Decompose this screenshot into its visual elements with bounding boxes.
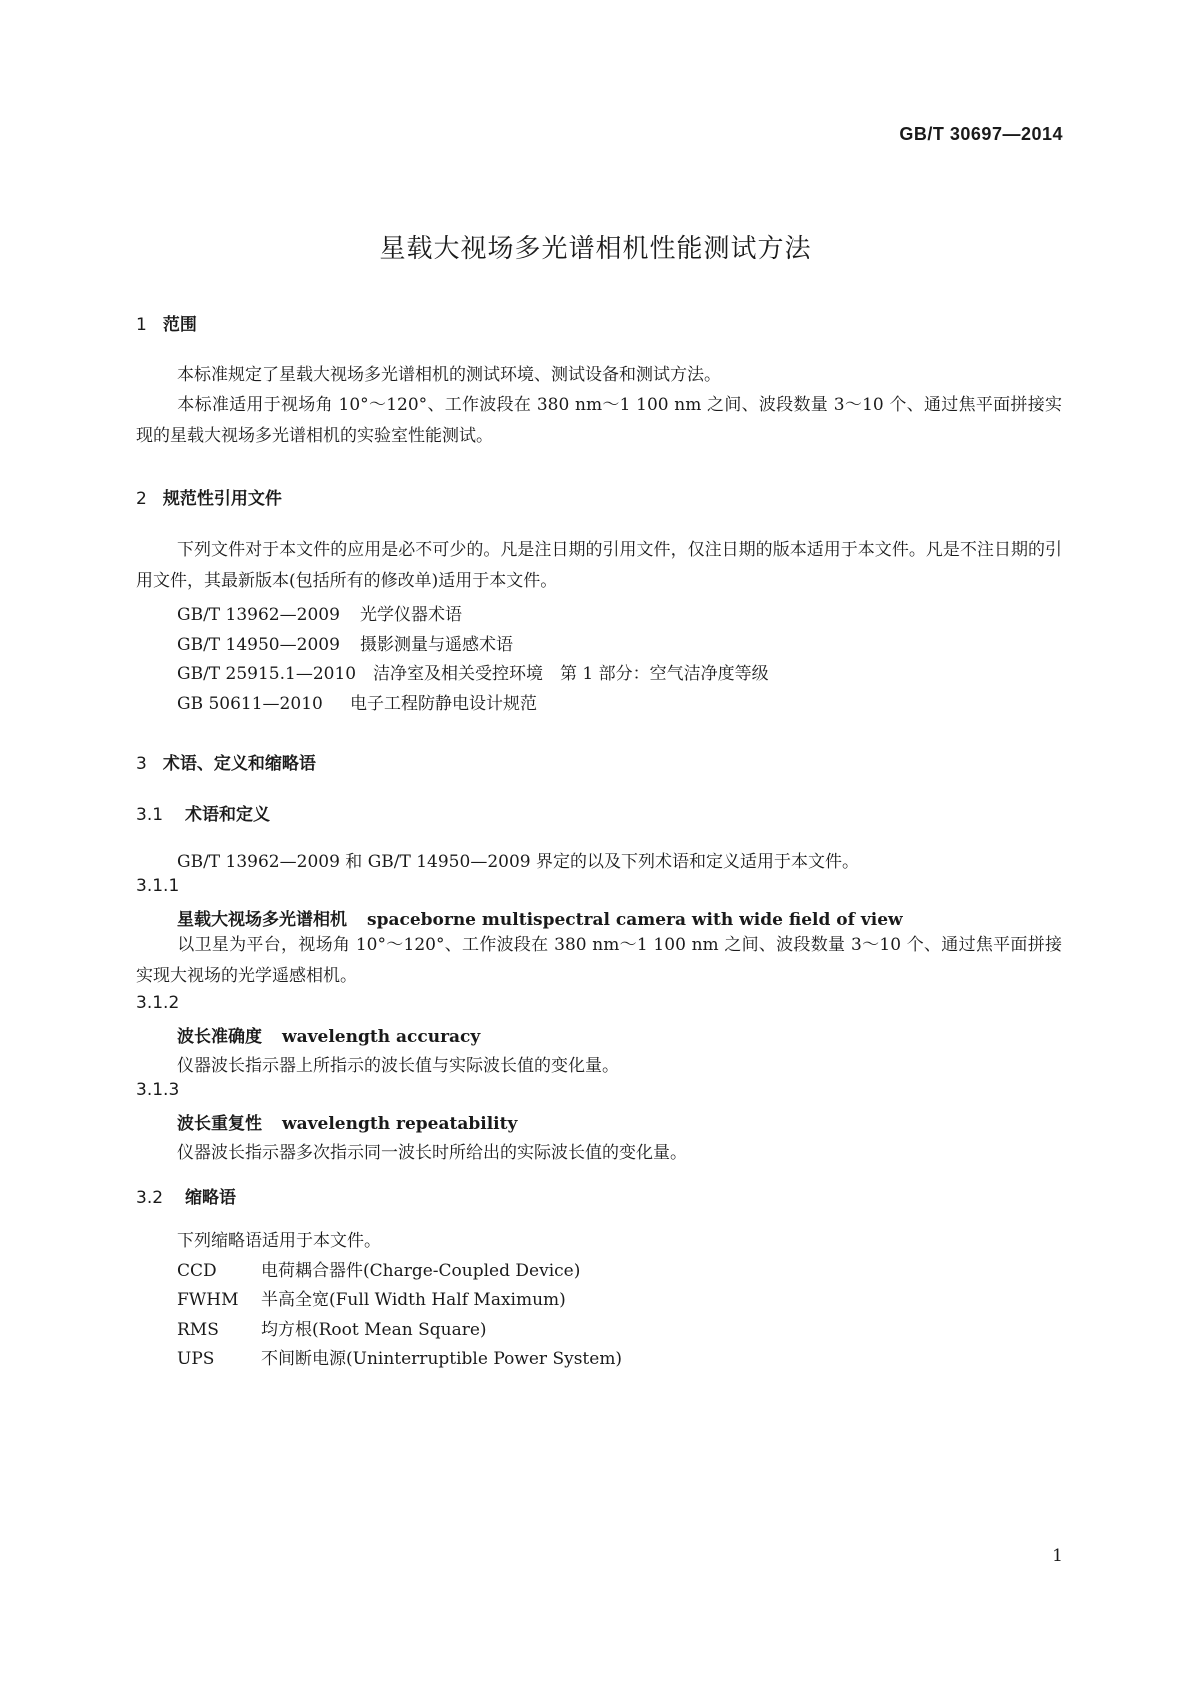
reference-title: 洁净室及相关受控环境 第 1 部分：空气洁净度等级 xyxy=(373,664,769,684)
section-title: 缩略语 xyxy=(185,1188,237,1208)
abbreviation-item xyxy=(177,1285,566,1310)
reference-title: 光学仪器术语 xyxy=(360,605,462,625)
page-number: 1 xyxy=(1052,1546,1063,1566)
standard-code: GB/T 30697—2014 xyxy=(899,124,1063,144)
reference-code: GB/T 14950—2009 xyxy=(177,635,340,655)
paragraph xyxy=(136,390,1062,452)
paragraph: GB/T 13962—2009 和 GB/T 14950—2009 界定的以及下列术语和定义适用于本文件。 xyxy=(177,852,859,872)
term-zh: 波长重复性 xyxy=(177,1114,262,1134)
paragraph xyxy=(136,360,1062,391)
abbreviation-meaning: 均方根(Root Mean Square) xyxy=(261,1320,487,1340)
section-1-heading xyxy=(136,310,197,335)
paragraph xyxy=(136,535,1062,597)
definition-text: 以卫星为平台，视场角 10°～120°、工作波段在 380 nm～1 100 nm 之间、波段数量 3～10 个、通过焦平面拼接实现大视场的光学遥感相机。 xyxy=(136,935,1062,986)
term-number: 3.1.2 xyxy=(136,993,180,1013)
abbreviation-meaning: 不间断电源(Uninterruptible Power System) xyxy=(261,1349,623,1369)
abbreviation-item xyxy=(177,1344,622,1369)
reference-title: 摄影测量与遥感术语 xyxy=(360,635,513,655)
section-3-2-heading xyxy=(136,1183,236,1208)
abbreviation-code: UPS xyxy=(177,1349,215,1369)
abbreviation-code: FWHM xyxy=(177,1290,239,1310)
reference-item xyxy=(177,689,537,714)
paragraph: 下列缩略语适用于本文件。 xyxy=(177,1231,381,1251)
abbreviation-item xyxy=(177,1315,487,1340)
paragraph-text: 本标准规定了星载大视场多光谱相机的测试环境、测试设备和测试方法。 xyxy=(177,365,721,385)
term-entry xyxy=(177,1022,480,1047)
abbreviation-code: CCD xyxy=(177,1261,217,1281)
reference-item xyxy=(177,630,513,655)
section-title: 术语、定义和缩略语 xyxy=(162,754,316,774)
section-number: 3.2 xyxy=(136,1188,164,1208)
section-3-heading xyxy=(136,749,316,774)
reference-item xyxy=(177,600,462,625)
document-title: 星载大视场多光谱相机性能测试方法 xyxy=(379,234,812,264)
term-zh: 星载大视场多光谱相机 xyxy=(177,910,347,930)
section-title: 规范性引用文件 xyxy=(162,489,282,509)
term-entry xyxy=(177,905,903,930)
abbreviation-meaning: 半高全宽(Full Width Half Maximum) xyxy=(261,1290,566,1310)
section-number: 3 xyxy=(136,754,147,774)
abbreviation-code: RMS xyxy=(177,1320,219,1340)
reference-item xyxy=(177,659,769,684)
paragraph-text: 本标准适用于视场角 10°～120°、工作波段在 380 nm～1 100 nm 之间、波段数量 3～10 个、通过焦平面拼接实现的星载大视场多光谱相机的实验室性能测试。 xyxy=(136,395,1062,446)
section-number: 1 xyxy=(136,315,147,335)
term-definition: 仪器波长指示器上所指示的波长值与实际波长值的变化量。 xyxy=(177,1056,619,1076)
term-entry xyxy=(177,1109,517,1134)
reference-code: GB/T 25915.1—2010 xyxy=(177,664,357,684)
abbreviation-meaning: 电荷耦合器件(Charge-Coupled Device) xyxy=(261,1261,581,1281)
section-2-heading xyxy=(136,484,282,509)
term-en: wavelength repeatability xyxy=(282,1114,518,1134)
section-title: 范围 xyxy=(162,315,197,335)
section-number: 3.1 xyxy=(136,805,164,825)
paragraph-text: 下列文件对于本文件的应用是必不可少的。凡是注日期的引用文件，仅注日期的版本适用于本文件。凡是不注日期的引用文件，其最新版本(包括所有的修改单)适用于本文件。 xyxy=(136,540,1062,591)
term-zh: 波长准确度 xyxy=(177,1027,262,1047)
section-number: 2 xyxy=(136,489,147,509)
reference-title: 电子工程防静电设计规范 xyxy=(350,694,537,714)
term-en: wavelength accuracy xyxy=(282,1027,481,1047)
term-number: 3.1.1 xyxy=(136,876,180,896)
reference-code: GB 50611—2010 xyxy=(177,694,323,714)
term-number: 3.1.3 xyxy=(136,1080,180,1100)
term-definition xyxy=(136,930,1062,992)
reference-code: GB/T 13962—2009 xyxy=(177,605,340,625)
term-en: spaceborne multispectral camera with wide field of view xyxy=(367,910,903,930)
term-definition: 仪器波长指示器多次指示同一波长时所给出的实际波长值的变化量。 xyxy=(177,1143,687,1163)
section-title: 术语和定义 xyxy=(185,805,271,825)
abbreviation-item xyxy=(177,1256,580,1281)
section-3-1-heading xyxy=(136,800,270,825)
